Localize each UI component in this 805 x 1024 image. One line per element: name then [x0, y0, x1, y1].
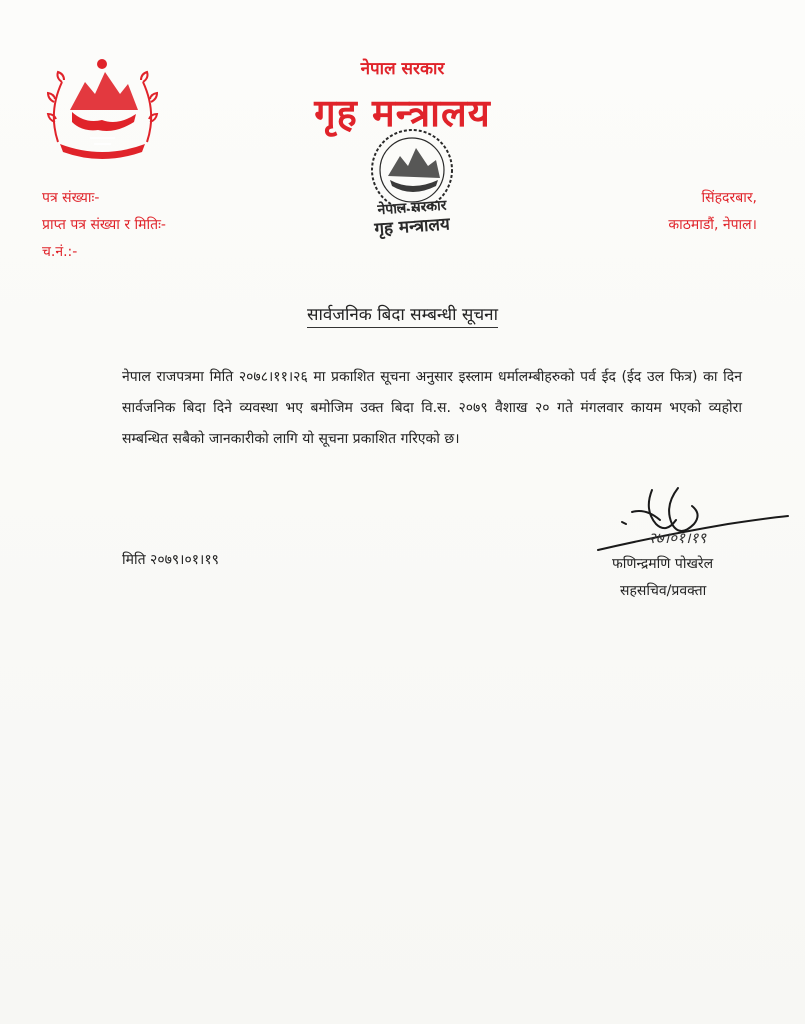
notice-title-text: सार्वजनिक बिदा सम्बन्धी सूचना [307, 305, 498, 328]
notice-date: मिति २०७९।०१।१९ [122, 552, 219, 568]
stamp-text-government: नेपाल सरकार [377, 197, 448, 219]
letter-number-label: पत्र संख्याः- [42, 190, 100, 206]
notice-body: नेपाल राजपत्रमा मिति २०७८।११।२६ मा प्रकाशित सूचना अनुसार इस्लाम धर्मालम्बीहरुको पर्व ईद (ईद उल फित्र) का दिन सार्वजनिक बिदा दिने व्यवस्था भए बमोजिम उक्त बिदा वि.स. २०७९ वैशाख २० गते मंगलवार कायम भएको व्यहोरा सम्बन्धित सबैको जानकारीको लागि यो सूचना प्रकाशित गरिएको छ। [122, 369, 742, 447]
government-name: नेपाल सरकार [360, 59, 445, 79]
dispatch-number-label: च.नं.:- [42, 244, 78, 260]
signer-designation: सहसचिव/प्रवक्ता [620, 583, 707, 599]
signature-date: २७।०१।१९ [648, 529, 707, 547]
address-line-1: सिंहदरबार, [701, 190, 757, 206]
stamp-text-ministry: गृह मन्त्रालय [373, 214, 451, 240]
address-line-2: काठमाडौं, नेपाल। [668, 217, 757, 233]
notice-title [0, 302, 805, 325]
reference-block [42, 185, 166, 266]
received-letter-label: प्राप्त पत्र संख्या र मितिः- [42, 217, 166, 233]
ministry-name: गृह मन्त्रालय [314, 91, 491, 135]
address-block [668, 185, 757, 239]
signer-name: फणिन्द्रमणि पोखरेल [612, 556, 714, 572]
